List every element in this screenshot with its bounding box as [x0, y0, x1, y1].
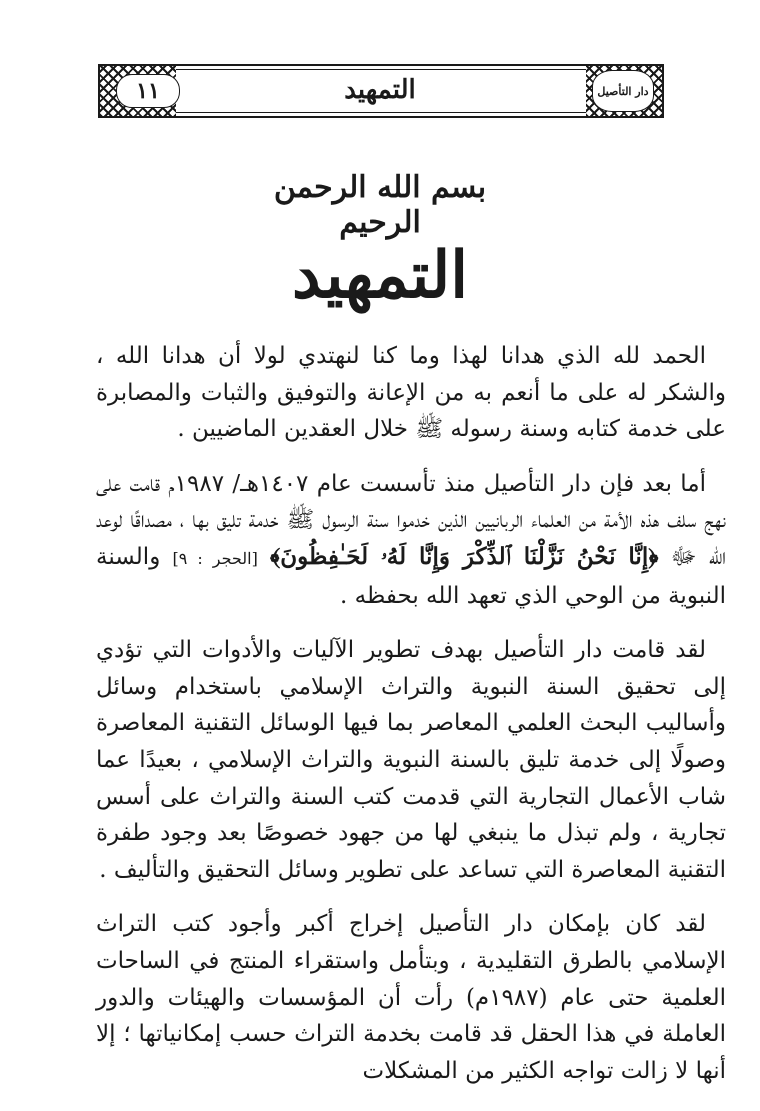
running-header — [98, 64, 664, 118]
paragraph: لقد كان بإمكان دار التأصيل إخراج أكبر وأجود كتب التراث الإسلامي بالطرق التقليدية ، وبتأمل واستقراء المنتج في الساحات العلمية حتى عام (١٩٨٧م) رأت أن المؤسسات والهيئات والدور العاملة في هذا الحقل قد قامت بخدمة التراث حسب إمكانياتها ؛ إلا أنها لا زالت تواجه الكثير من المشكلات — [96, 911, 726, 1084]
paragraph — [96, 466, 726, 614]
paragraph-text: أما بعد فإن دار التأصيل منذ تأسست عام ١٤٠٧هـ/ ١٩٨٧م قامت على نهج سلف هذه الأمة من العلماء الربانيين الذين خدموا سنة الرسول ﷺ خدمة تليق بها ، مصداقًا لوعد الله ﷻ — [96, 470, 727, 570]
basmala: بسم الله الرحمن الرحيم — [273, 170, 487, 240]
verse-citation: [الحجر : ٩] — [172, 548, 258, 568]
quran-verse: ﴿إِنَّا نَحْنُ نَزَّلْنَا ٱلذِّكْرَ وَإِنَّا لَهُۥ لَحَـٰفِظُونَ﴾ — [270, 542, 659, 570]
publisher-logo: دار التأصيل — [592, 70, 654, 112]
paragraph: لقد قامت دار التأصيل بهدف تطوير الآليات والأدوات التي تؤدي إلى تحقيق السنة النبوية والتراث الإسلامي باستخدام وسائل وأساليب البحث العلمي المعاصر بما فيها الوسائل التقنية المعاصرة وصولًا إلى خدمة تليق بالسنة النبوية والتراث الإسلامي ، بعيدًا عما شاب الأعمال التجارية التي قدمت كتب السنة والتراث على أسس تجارية ، ولم تبذل ما ينبغي لها من جهود خصوصًا بعد وجود طفرة التقنية المعاصرة التي تساعد على تطوير وسائل التحقيق والتأليف . — [96, 637, 726, 883]
paragraph-text: والسنة النبوية من الوحي الذي تعهد الله بحفظه . — [96, 543, 726, 609]
page-number: ١١ — [116, 74, 180, 108]
running-title: التمهيد — [290, 72, 470, 108]
chapter-title: التمهيد — [292, 238, 468, 313]
paragraph: الحمد لله الذي هدانا لهذا وما كنا لنهتدي لولا أن هدانا الله ، والشكر له على ما أنعم به من الإعانة والتوفيق والثبات والمصابرة على خدمة كتابه وسنة رسوله ﷺ خلال العقدين الماضيين . — [96, 343, 726, 443]
body-text — [96, 338, 726, 1107]
